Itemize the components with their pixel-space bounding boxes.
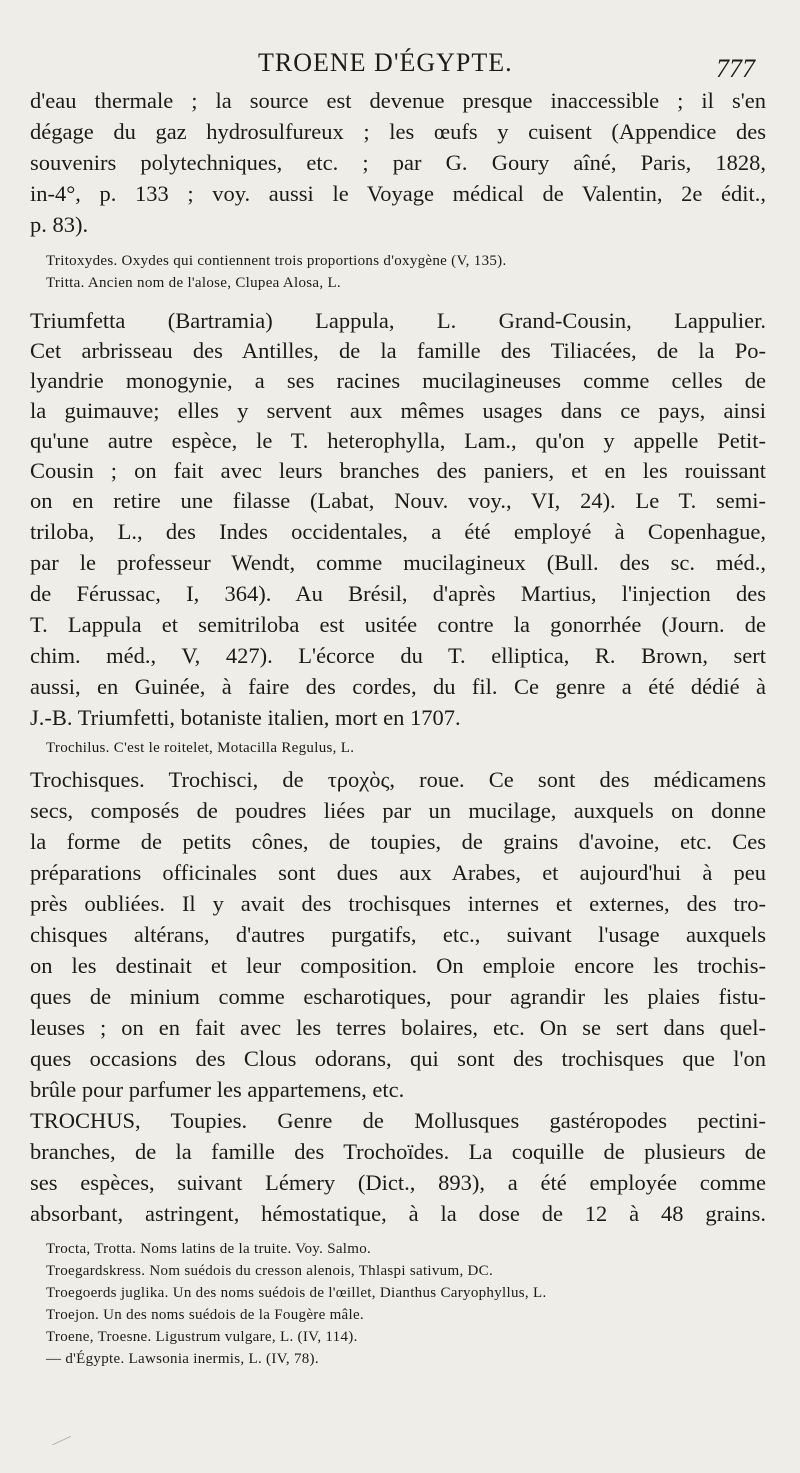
text-line: in-4°, p. 133 ; voy. aussi le Voyage médical de Valentin, 2e édit., bbox=[30, 181, 766, 206]
entry-troene-degypte: — d'Égypte. Lawsonia inermis, L. (IV, 78). bbox=[46, 1351, 319, 1367]
text-line: Cet arbrisseau des Antilles, de la famille des Tiliacées, de la Po- bbox=[30, 338, 766, 363]
text-line: triloba, L., des Indes occidentales, a été employé à Copenhague, bbox=[30, 519, 766, 544]
text-line: de Férussac, I, 364). Au Brésil, d'après Martius, l'injection des bbox=[30, 581, 766, 606]
text-line: ques de minium comme escharotiques, pour agrandir les plaies fistu- bbox=[30, 984, 766, 1009]
entry-trocta: Trocta, Trotta. Noms latins de la truite. Voy. Salmo. bbox=[46, 1241, 372, 1257]
text-line: brûle pour parfumer les appartemens, etc. bbox=[30, 1077, 405, 1102]
entry-trochus-heading: TROCHUS, Toupies. Genre de Mollusques gastéropodes pectini- bbox=[30, 1108, 766, 1133]
text-line: branches, de la famille des Trochoïdes. La coquille de plusieurs de bbox=[30, 1139, 766, 1164]
text-line: ques occasions des Clous odorans, qui sont des trochisques que l'on bbox=[30, 1046, 766, 1071]
text-line: J.-B. Triumfetti, botaniste italien, mort en 1707. bbox=[30, 705, 461, 730]
text-line: absorbant, astringent, hémostatique, à la dose de 12 à 48 grains. bbox=[30, 1201, 766, 1226]
entry-troejon: Troejon. Un des noms suédois de la Fougère mâle. bbox=[46, 1307, 364, 1323]
entry-troegardskress: Troegardskress. Nom suédois du cresson alenois, Thlaspi sativum, DC. bbox=[46, 1263, 494, 1279]
text-line: on les destinait et leur composition. On emploie encore les trochis- bbox=[30, 953, 766, 978]
text-line: Cousin ; on fait avec leurs branches des paniers, et en les rouissant bbox=[30, 458, 766, 483]
text-line: chisques altérans, d'autres purgatifs, etc., suivant l'usage auxquels bbox=[30, 922, 766, 947]
text-line: p. 83). bbox=[30, 212, 89, 237]
text-line: qu'une autre espèce, le T. heterophylla, Lam., qu'on y appelle Petit- bbox=[30, 428, 766, 453]
text-line: leuses ; on en fait avec les terres bolaires, etc. On se sert dans quel- bbox=[30, 1015, 766, 1040]
running-title: TROENE D'ÉGYPTE. bbox=[258, 48, 513, 77]
entry-tritoxydes: Tritoxydes. Oxydes qui contiennent trois proportions d'oxygène (V, 135). bbox=[46, 253, 507, 269]
text-line: aussi, en Guinée, à faire des cordes, du fil. Ce genre a été dédié à bbox=[30, 674, 766, 699]
text-line: secs, composés de poudres liées par un mucilage, auxquels on donne bbox=[30, 798, 766, 823]
entry-trochisques-heading: Trochisques. Trochisci, de τροχὸς, roue. Ce sont des médicamens bbox=[30, 767, 766, 792]
text-line: par le professeur Wendt, comme mucilagineux (Bull. des sc. méd., bbox=[30, 550, 766, 575]
text-line: d'eau thermale ; la source est devenue presque inaccessible ; il s'en bbox=[30, 88, 766, 113]
entry-troegoerds-juglika: Troegoerds juglika. Un des noms suédois de l'œillet, Dianthus Caryophyllus, L. bbox=[46, 1285, 547, 1301]
text-line: préparations officinales sont dues aux Arabes, et aujourd'hui à peu bbox=[30, 860, 766, 885]
text-line: ses espèces, suivant Lémery (Dict., 893), a été employée comme bbox=[30, 1170, 766, 1195]
text-line: lyandrie monogynie, a ses racines mucilagineuses comme celles de bbox=[30, 368, 766, 393]
text-line: la guimauve; elles y servent aux mêmes usages dans ce pays, ainsi bbox=[30, 398, 766, 423]
page-number: 777 bbox=[716, 54, 755, 83]
text-line: souvenirs polytechniques, etc. ; par G. Goury aîné, Paris, 1828, bbox=[30, 150, 766, 175]
text-line: la forme de petits cônes, de toupies, de grains d'avoine, etc. Ces bbox=[30, 829, 766, 854]
text-line: dégage du gaz hydrosulfureux ; les œufs y cuisent (Appendice des bbox=[30, 119, 766, 144]
entry-troene: Troene, Troesne. Ligustrum vulgare, L. (IV, 114). bbox=[46, 1329, 358, 1345]
entry-trochilus: Trochilus. C'est le roitelet, Motacilla Regulus, L. bbox=[46, 740, 355, 756]
text-line: chim. méd., V, 427). L'écorce du T. elliptica, R. Brown, sert bbox=[30, 643, 766, 668]
entry-tritta: Tritta. Ancien nom de l'alose, Clupea Alosa, L. bbox=[46, 275, 341, 291]
paper-mark bbox=[52, 1436, 71, 1447]
text-line: on en retire une filasse (Labat, Nouv. voy., VI, 24). Le T. semi- bbox=[30, 488, 766, 513]
entry-triumfetta-heading: Triumfetta (Bartramia) Lappula, L. Grand-Cousin, Lappulier. bbox=[30, 308, 766, 333]
text-line: T. Lappula et semitriloba est usitée contre la gonorrhée (Journ. de bbox=[30, 612, 766, 637]
text-line: près oubliées. Il y avait des trochisques internes et externes, des tro- bbox=[30, 891, 766, 916]
page-header bbox=[0, 46, 800, 86]
